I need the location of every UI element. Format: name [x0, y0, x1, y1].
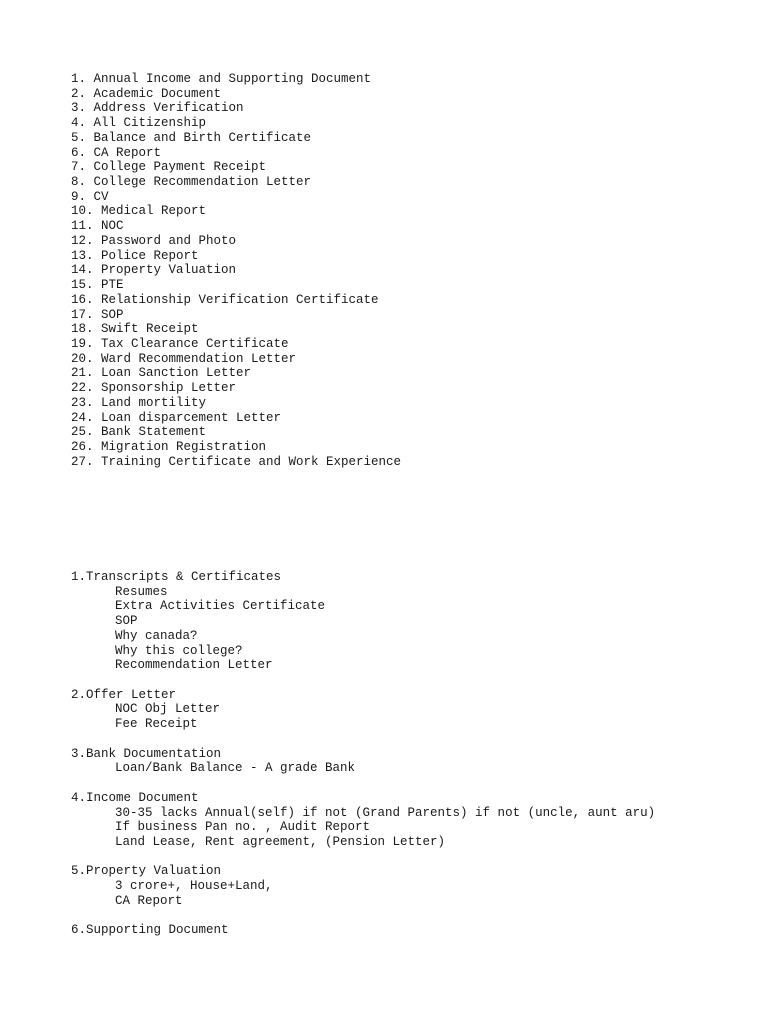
section-item: If business Pan no. , Audit Report [115, 820, 371, 835]
list-item: 8. College Recommendation Letter [71, 175, 312, 190]
list-item: 27. Training Certificate and Work Experience [71, 454, 402, 469]
section-item: 3 crore+, House+Land, [115, 879, 273, 894]
list-item: 10. Medical Report [71, 204, 207, 219]
list-item: 18. Swift Receipt [71, 322, 199, 337]
section-property-valuation [71, 864, 655, 908]
list-item: 12. Password and Photo [71, 233, 237, 248]
section-item: Fee Receipt [115, 717, 198, 732]
section-item: Resumes [115, 584, 168, 599]
section-item: Recommendation Letter [115, 658, 273, 673]
list-item: 19. Tax Clearance Certificate [71, 336, 289, 351]
list-item: 26. Migration Registration [71, 439, 267, 454]
section-bank-documentation [71, 747, 655, 776]
section-item: Why canada? [115, 628, 198, 643]
section-offer-letter [71, 688, 655, 732]
list-item: 15. PTE [71, 278, 124, 293]
list-item: 13. Police Report [71, 248, 199, 263]
section-heading: 4.Income Document [71, 790, 199, 805]
list-item: 14. Property Valuation [71, 263, 237, 278]
list-item: 5. Balance and Birth Certificate [71, 130, 312, 145]
section-heading: 6.Supporting Document [71, 923, 229, 938]
list-item: 22. Sponsorship Letter [71, 381, 237, 396]
section-item: NOC Obj Letter [115, 702, 221, 717]
section-heading: 5.Property Valuation [71, 864, 222, 879]
section-income-document [71, 791, 655, 850]
section-item: Extra Activities Certificate [115, 599, 326, 614]
section-spacer [71, 850, 655, 865]
list-item: 16. Relationship Verification Certificate [71, 292, 379, 307]
section-item: CA Report [115, 893, 183, 908]
list-item: 24. Loan disparcement Letter [71, 410, 282, 425]
list-item: 9. CV [71, 189, 109, 204]
list-item: 20. Ward Recommendation Letter [71, 351, 297, 366]
section-item: Loan/Bank Balance - A grade Bank [115, 761, 356, 776]
section-item: 30-35 lacks Annual(self) if not (Grand Parents) if not (uncle, aunt aru) [115, 805, 656, 820]
list-item: 25. Bank Statement [71, 425, 207, 440]
section-spacer [71, 732, 655, 747]
section-spacer [71, 673, 655, 688]
list-item: 2. Academic Document [71, 86, 222, 101]
list-item: 21. Loan Sanction Letter [71, 366, 252, 381]
list-item: 1. Annual Income and Supporting Document [71, 72, 372, 86]
list-item: 11. NOC [71, 219, 124, 234]
section-heading: 2.Offer Letter [71, 687, 177, 702]
list-item: 3. Address Verification [71, 101, 244, 116]
section-spacer [71, 776, 655, 791]
list-item: 6. CA Report [71, 145, 162, 160]
section-heading: 3.Bank Documentation [71, 746, 222, 761]
list-item: 7. College Payment Receipt [71, 160, 267, 175]
list-item: 4. All Citizenship [71, 116, 207, 131]
section-supporting-document [71, 923, 655, 938]
list-item: 17. SOP [71, 307, 124, 322]
section-item: SOP [115, 614, 138, 629]
section-item: Land Lease, Rent agreement, (Pension Letter) [115, 834, 446, 849]
section-item: Why this college? [115, 643, 243, 658]
section-transcripts [71, 570, 655, 673]
requirements-outline [71, 570, 655, 938]
document-checklist [71, 72, 401, 469]
list-item: 23. Land mortility [71, 395, 207, 410]
section-heading: 1.Transcripts & Certificates [71, 570, 282, 584]
section-spacer [71, 909, 655, 924]
